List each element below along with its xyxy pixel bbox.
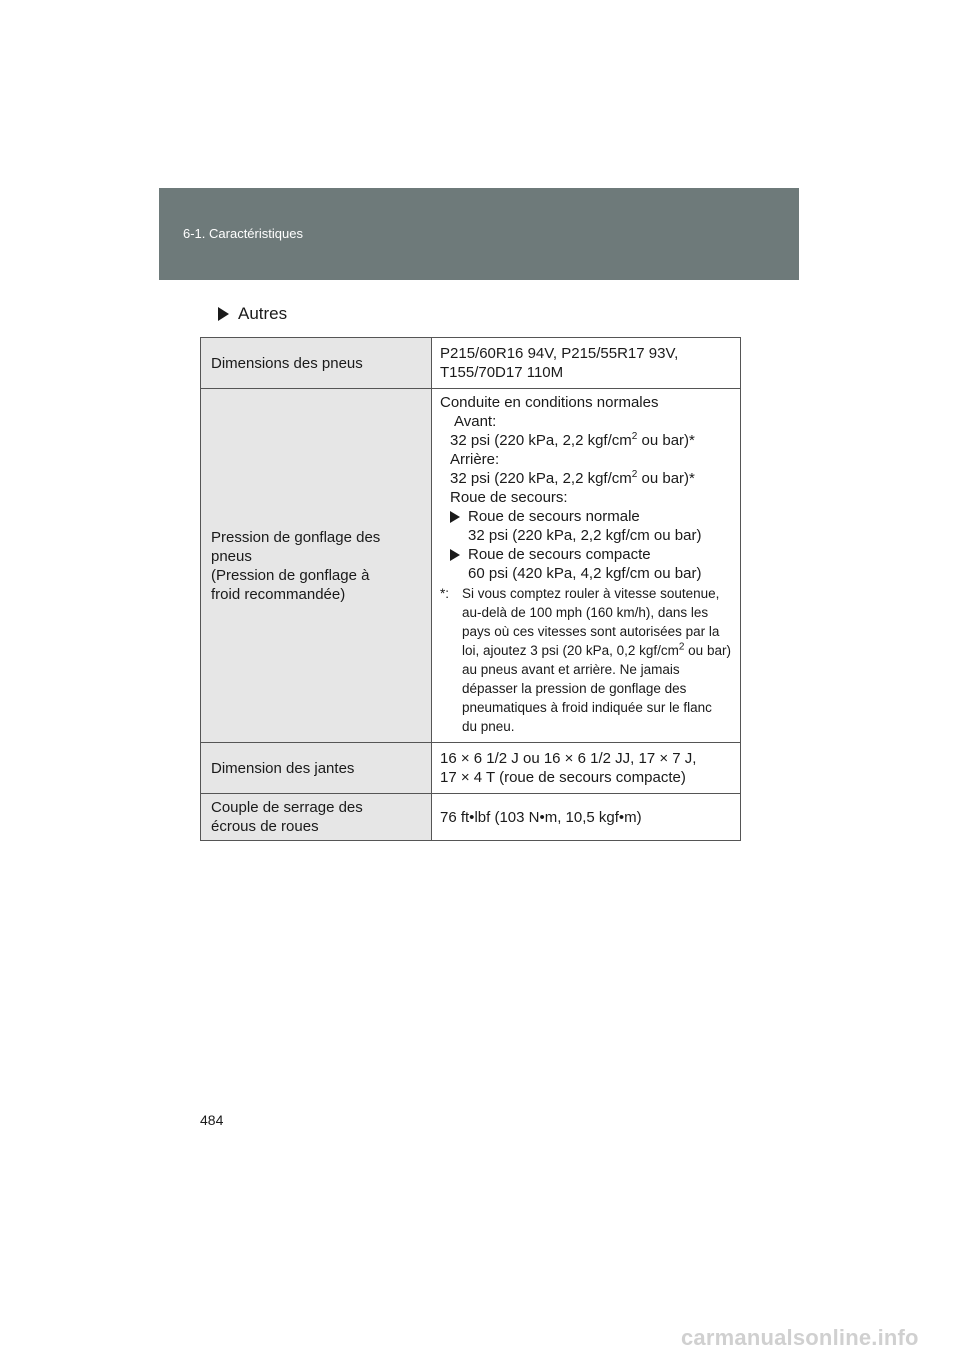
footnote-line: dépasser la pression de gonflage des — [462, 681, 687, 696]
footnote — [440, 584, 732, 736]
breadcrumb: 6-1. Caractéristiques — [183, 226, 303, 241]
value-line: 17 × 4 T (roue de secours compacte) — [440, 769, 686, 786]
footnote-line: du pneu. — [462, 719, 515, 734]
section-heading — [218, 304, 287, 324]
triangle-right-icon — [450, 549, 460, 561]
spare-label: Roue de secours: — [450, 489, 568, 506]
front-value — [440, 431, 732, 450]
spare-compact-value: 60 psi (420 kPa, 4,2 kgf/cm ou bar) — [468, 565, 702, 582]
front-value-text: 32 psi (220 kPa, 2,2 kgf/cm — [450, 432, 632, 449]
row-value — [432, 389, 741, 743]
front-value-suffix: ou bar)* — [637, 432, 695, 449]
value-line: 16 × 6 1/2 J ou 16 × 6 1/2 JJ, 17 × 7 J, — [440, 750, 697, 767]
label-line: froid recommandée) — [211, 585, 346, 603]
value-line: T155/70D17 110M — [440, 364, 564, 381]
front-label: Avant: — [454, 413, 497, 430]
footnote-line: pays où ces vitesses sont autorisées par la — [462, 624, 720, 639]
page-number: 484 — [200, 1112, 224, 1128]
row-value: 76 ft•lbf (103 N•m, 10,5 kgf•m) — [432, 794, 741, 841]
table-row — [201, 338, 741, 389]
row-label: Dimension des jantes — [201, 743, 432, 794]
rear-value-text: 32 psi (220 kPa, 2,2 kgf/cm — [450, 470, 632, 487]
row-label — [201, 794, 432, 841]
footnote-line: Si vous comptez rouler à vitesse soutenue, — [462, 586, 720, 601]
pressure-intro: Conduite en conditions normales — [440, 394, 659, 411]
label-line: pneus — [211, 547, 252, 565]
table-row — [201, 794, 741, 841]
footnote-mark: *: — [440, 586, 450, 601]
row-label — [201, 389, 432, 743]
footnote-line: au-delà de 100 mph (160 km/h), dans les — [462, 605, 709, 620]
section-title: Autres — [238, 304, 288, 323]
rear-value — [440, 469, 732, 488]
table-row — [201, 389, 741, 743]
spare-normal-label: Roue de secours normale — [468, 508, 640, 525]
footnote-line: au pneus avant et arrière. Ne jamais — [462, 662, 680, 677]
row-label: Dimensions des pneus — [201, 338, 432, 389]
footnote-text: loi, ajoutez 3 psi (20 kPa, 0,2 kgf/cm — [462, 643, 679, 658]
row-value — [432, 338, 741, 389]
label-line: Couple de serrage des — [211, 799, 363, 816]
triangle-right-icon — [450, 511, 460, 523]
watermark: carmanualsonline.info — [681, 1325, 919, 1350]
label-line: écrous de roues — [211, 818, 319, 835]
front-value-sup: 2 — [631, 431, 638, 442]
footnote-sup: 2 — [678, 641, 685, 653]
triangle-right-icon — [218, 307, 229, 321]
footnote-line — [440, 641, 732, 660]
spare-normal — [440, 507, 732, 526]
spare-compact-label: Roue de secours compacte — [468, 546, 651, 563]
value-line: P215/60R16 94V, P215/55R17 93V, — [440, 345, 679, 362]
spare-compact — [440, 545, 732, 564]
footnote-suffix: ou bar) — [684, 643, 731, 658]
specifications-table — [200, 337, 741, 841]
footnote-line: pneumatiques à froid indiquée sur le flanc — [462, 700, 712, 715]
row-value — [432, 743, 741, 794]
chapter-header — [159, 188, 799, 280]
rear-value-sup: 2 — [631, 469, 638, 480]
label-line: Pression de gonflage des — [211, 528, 381, 546]
rear-value-suffix: ou bar)* — [637, 470, 695, 487]
table-row — [201, 743, 741, 794]
rear-label: Arrière: — [450, 451, 500, 468]
spare-normal-value: 32 psi (220 kPa, 2,2 kgf/cm ou bar) — [468, 527, 702, 544]
label-line: (Pression de gonflage à — [211, 566, 370, 584]
